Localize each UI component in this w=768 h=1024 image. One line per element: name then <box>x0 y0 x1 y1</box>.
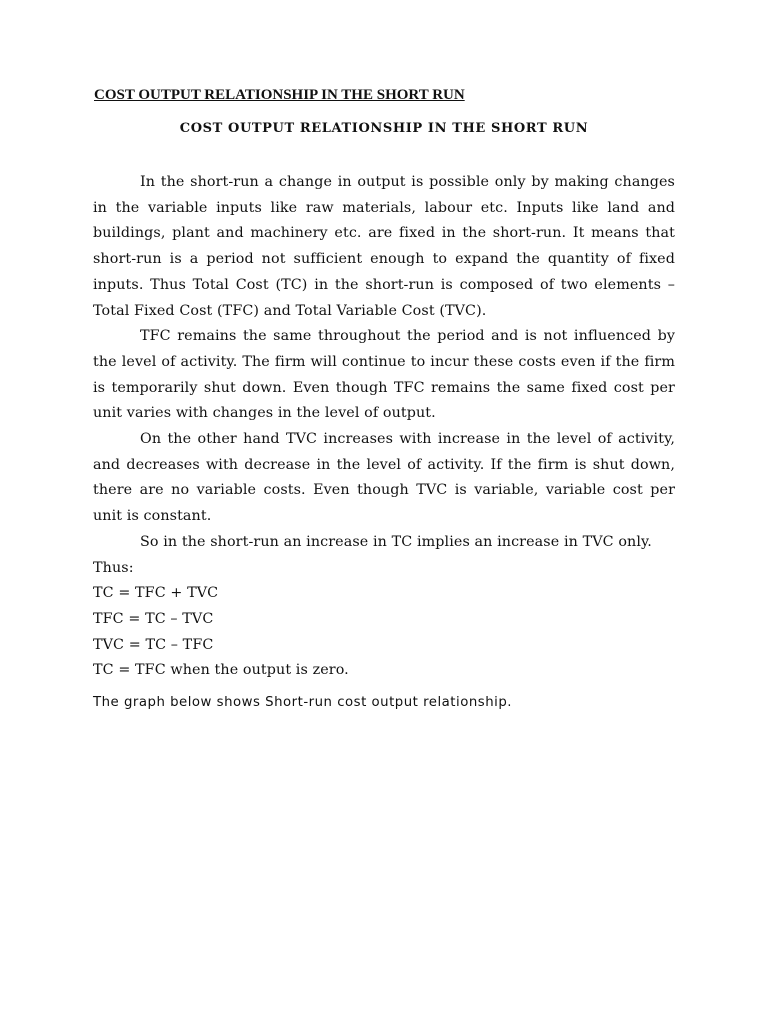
paragraph-tc-increase: So in the short-run an increase in TC implies an increase in TVC only. <box>140 533 652 550</box>
paragraph-tfc: TFC remains the same throughout the period and is not influenced by the level of activity. The firm will continue to incur these costs even if the firm is temporarily shut down. Even though TFC remains the same fixed cost per unit varies with changes in the level of output. <box>93 328 675 422</box>
document-title: COST OUTPUT RELATIONSHIP IN THE SHORT RUN <box>94 87 465 103</box>
body-text <box>93 170 675 716</box>
paragraph-short-run-inputs: In the short-run a change in output is possible only by making changes in the variable inputs like raw materials, labour etc. Inputs like land and buildings, plant and machinery etc. are fixed in the short-run. It means that short-run is a period not sufficient enough to expand the quantity of fixed inputs. Thus Total Cost (TC) in the short-run is composed of two elements – Total Fixed Cost (TFC) and Total Variable Cost (TVC). <box>93 174 675 319</box>
paragraph-tvc: On the other hand TVC increases with increase in the level of activity, and decreases with decrease in the level of activity. If the firm is shut down, there are no variable costs. Even though TVC is variable, variable cost per unit is constant. <box>93 431 675 525</box>
graph-note: The graph below shows Short-run cost output relationship. <box>93 695 512 711</box>
section-heading: COST OUTPUT RELATIONSHIP IN THE SHORT RUN <box>179 121 589 136</box>
thus-label: Thus: <box>93 559 134 576</box>
equation-tfc: TFC = TC – TVC <box>93 610 214 627</box>
equation-tc: TC = TFC + TVC <box>93 585 219 602</box>
equation-zero-output: TC = TFC when the output is zero. <box>93 662 349 679</box>
equation-tvc: TVC = TC – TFC <box>93 636 214 653</box>
